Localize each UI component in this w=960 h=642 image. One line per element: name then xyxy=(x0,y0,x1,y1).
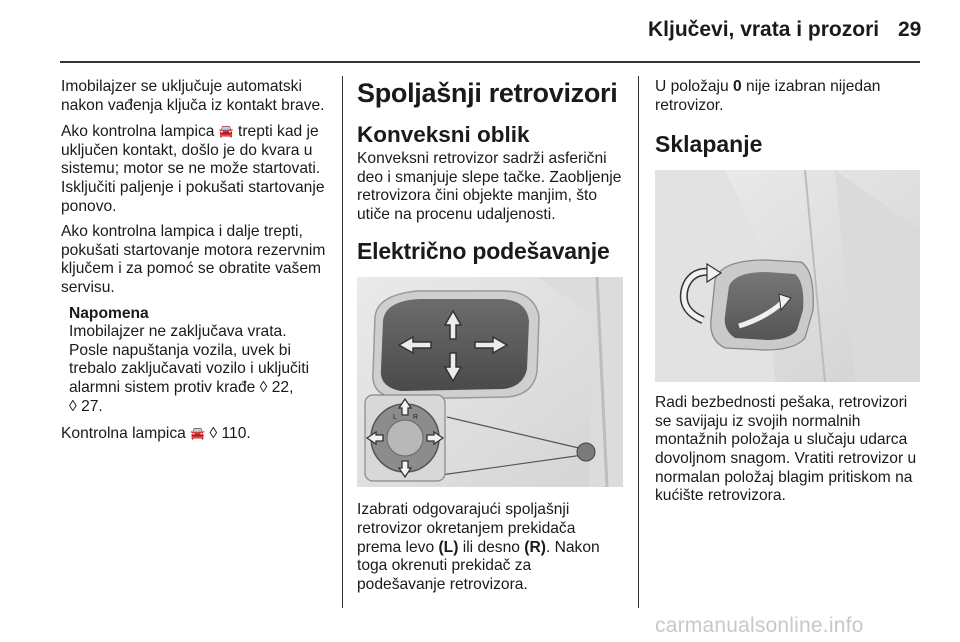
paragraph-warning-lamp xyxy=(61,122,329,216)
paragraph-folding: Radi bezbednosti pešaka, retrovizori se savijaju iz svojih normalnih montažnih položaja u slučaju udarca dovoljnom snagom. Vratiti retrovizor u normalan položaj blagim pritiskom na kućište retrovizora. xyxy=(655,394,917,505)
triangle-ref-icon: ◊ xyxy=(209,425,218,443)
paragraph-immobilizer-auto: Imobilajzer se uključuje automatski nakon vađenja ključa iz kontakt brave. xyxy=(61,78,325,114)
text: Izabrati odgovarajući spoljašnji retrovizor okretanjem prekidača prema levo xyxy=(357,501,576,556)
mirror-fold-figure xyxy=(655,170,920,382)
page-header-title: Ključevi, vrata i prozori xyxy=(648,18,880,41)
note-box xyxy=(69,305,329,417)
column-divider-2 xyxy=(638,76,639,608)
paragraph-convex: Konveksni retrovizor sadrži asferični deo i smanjuje slepe tačke. Zaobljenje retrovizora čini objekte manjim, što utiče na procenu udaljenosti. xyxy=(357,150,622,223)
column-divider-1 xyxy=(342,76,343,608)
figure-caption xyxy=(357,501,623,594)
text: . Nakon toga okrenuti prekidač za podešavanje retrovizora. xyxy=(357,538,600,593)
car-key-icon: 🚘 xyxy=(190,426,206,441)
text: Kontrolna lampica xyxy=(61,425,191,443)
text: Ako kontrolna lampica xyxy=(61,123,219,141)
text: trepti kad je uključen kontakt, došlo je do kvara u sistemu; motor se ne može startovati. Isključiti paljenje i pokušati startovanje ponovo. xyxy=(61,123,325,215)
text: U položaju xyxy=(655,78,734,95)
column-3 xyxy=(655,78,920,513)
subsection-electric: Električno podešavanje xyxy=(357,238,610,265)
note-title: Napomena xyxy=(69,304,149,322)
car-key-icon: 🚘 xyxy=(218,124,234,139)
label-left: (L) xyxy=(438,538,459,556)
text: Imobilajzer ne zaključava vrata. Posle napuštanja vozila, uvek bi trebalo zaključavati vozilo i uključiti alarmni sistem protiv krađe xyxy=(69,323,310,396)
column-1 xyxy=(61,78,329,451)
page-ref-link[interactable]: 22, xyxy=(271,378,294,396)
note-body xyxy=(69,323,329,416)
svg-text:L: L xyxy=(393,414,397,422)
column-2 xyxy=(357,78,623,601)
position-zero: 0 xyxy=(733,78,742,95)
text: ili desno xyxy=(458,538,525,556)
subsection-convex: Konveksni oblik xyxy=(357,122,530,147)
paragraph-control-lamp xyxy=(61,424,329,444)
page-ref-link[interactable]: 27. xyxy=(81,397,103,415)
label-right: (R) xyxy=(524,538,546,556)
svg-text:R: R xyxy=(413,414,419,422)
page-ref-link[interactable]: 110. xyxy=(221,425,251,443)
header-rule xyxy=(60,61,920,63)
paragraph-spare-key: Ako kontrolna lampica i dalje trepti, pokušati startovanje motora rezervnim ključem i za pomoć se obratite vašem servisu. xyxy=(61,223,326,296)
triangle-ref-icon: ◊ xyxy=(259,378,268,396)
subsection-folding: Sklapanje xyxy=(655,131,763,158)
mirror-adjust-figure xyxy=(357,277,623,487)
paragraph-position-zero xyxy=(655,78,920,115)
page-number: 29 xyxy=(898,18,922,41)
triangle-ref-icon: ◊ xyxy=(69,397,77,415)
watermark: carmanualsonline.info xyxy=(655,614,864,637)
text: nije izabran nijedan retrovizor. xyxy=(655,78,881,114)
section-title: Spoljašnji retrovizori xyxy=(357,78,618,108)
